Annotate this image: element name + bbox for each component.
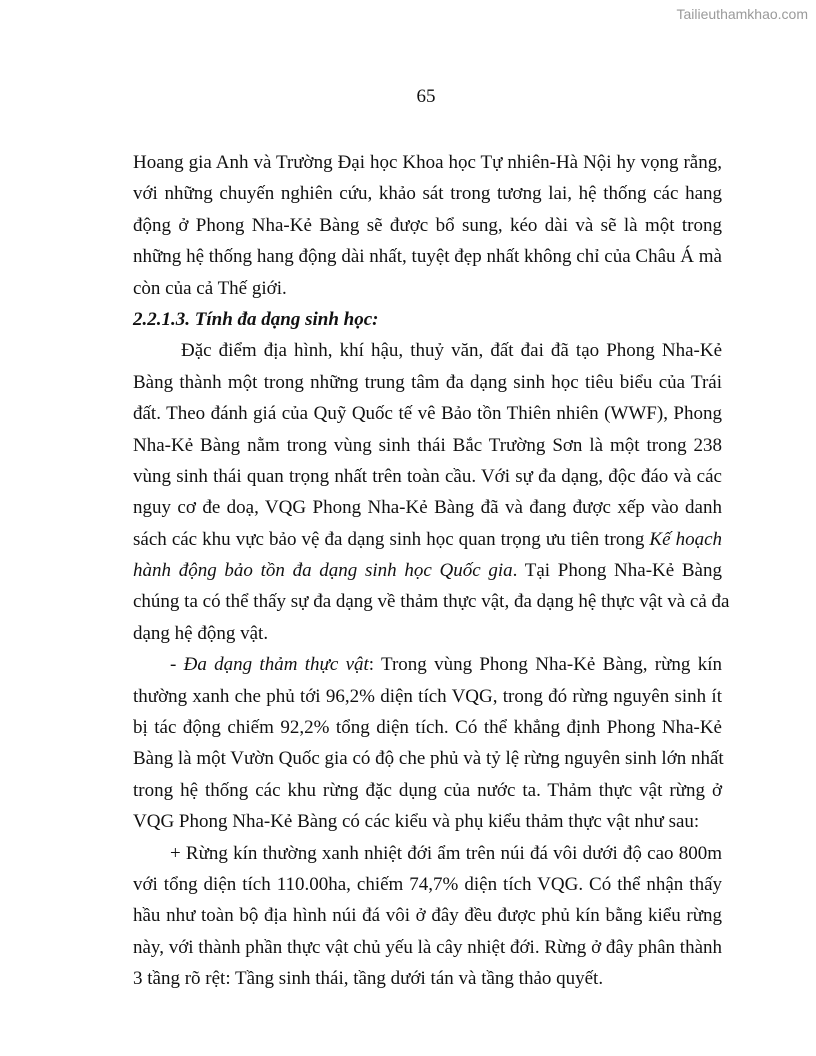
text-segment: thường xanh che phủ tới 96,2% diện tích VQG, trong đó rừng nguyên sinh ít — [133, 685, 722, 707]
text-line — [133, 273, 722, 304]
text-segment: vùng sinh thái quan trọng nhất trên toàn cầu. Với sự đa dạng, độc đáo và các — [133, 465, 722, 487]
text-line — [133, 681, 722, 712]
text-segment: hầu như toàn bộ địa hình núi đá vôi ở đây đều được phủ kín bằng kiểu rừng — [133, 905, 722, 927]
text-line — [133, 210, 722, 241]
text-segment: + Rừng kín thường xanh nhiệt đới ẩm trên núi đá vôi dưới độ cao 800m — [170, 842, 722, 864]
text-line — [133, 869, 722, 900]
text-segment: đất. Theo đánh giá của Quỹ Quốc tế vê Bảo tồn Thiên nhiên (WWF), Phong — [133, 403, 722, 425]
text-segment: với những chuyến nghiên cứu, khảo sát trong tương lai, hệ thống các hang — [133, 183, 722, 205]
text-segment: sách các khu vực bảo vệ đa dạng sinh học quan trọng ưu tiên trong — [133, 528, 650, 550]
text-line — [133, 838, 722, 869]
text-line — [133, 178, 722, 209]
italic-text: hành động bảo tồn đa dạng sinh học Quốc gia — [133, 560, 513, 582]
section-heading — [133, 304, 722, 335]
text-segment: chúng ta có thể thấy sự đa dạng về thảm thực vật, đa dạng hệ thực vật và cả đa — [133, 591, 730, 613]
text-segment: những hệ thống hang động dài nhất, tuyệt đẹp nhất không chỉ của Châu Á mà — [133, 246, 722, 268]
text-segment: 2.2.1.3. Tính đa dạng sinh học: — [133, 308, 379, 330]
text-line — [133, 524, 722, 555]
text-segment: Nha-Kẻ Bàng nằm trong vùng sinh thái Bắc Trường Sơn là một trong 238 — [133, 434, 722, 456]
text-segment: . Tại Phong Nha-Kẻ Bàng — [512, 560, 722, 582]
text-segment: VQG Phong Nha-Kẻ Bàng có các kiểu và phụ kiểu thảm thực vật như sau: — [133, 811, 700, 833]
text-segment: Đặc điểm địa hình, khí hậu, thuỷ văn, đất đai đã tạo Phong Nha-Kẻ — [181, 340, 722, 362]
italic-text: Đa dạng thảm thực vật — [183, 654, 369, 676]
italic-text: Kế hoạch — [649, 528, 723, 550]
text-line — [133, 461, 722, 492]
text-segment: nguy cơ đe doạ, VQG Phong Nha-Kẻ Bàng đã và đang được xếp vào danh — [133, 497, 722, 519]
text-line — [133, 900, 722, 931]
text-line — [133, 806, 722, 837]
text-line — [133, 241, 722, 272]
text-segment: dạng hệ động vật. — [133, 622, 269, 644]
text-segment: với tổng diện tích 110.00ha, chiếm 74,7% diện tích VQG. Có thể nhận thấy — [133, 873, 722, 895]
text-line — [133, 147, 722, 178]
text-segment: : Trong vùng Phong Nha-Kẻ Bàng, rừng kín — [368, 654, 722, 676]
text-line — [133, 367, 722, 398]
text-line — [133, 743, 722, 774]
text-line — [133, 586, 730, 617]
text-line — [133, 649, 722, 680]
text-segment: Bàng là một Vườn Quốc gia có độ che phủ và tỷ lệ rừng nguyên sinh lớn nhất — [133, 748, 724, 770]
text-segment: bị tác động chiếm 92,2% tổng diện tích. Có thể khẳng định Phong Nha-Kẻ — [133, 717, 722, 739]
watermark: Tailieuthamkhao.com — [676, 6, 808, 22]
text-line — [133, 492, 722, 523]
text-line — [133, 775, 722, 806]
text-line — [133, 712, 722, 743]
text-line — [133, 963, 722, 994]
text-segment: Hoang gia Anh và Trường Đại học Khoa học Tự nhiên-Hà Nội hy vọng rằng, — [133, 152, 722, 173]
document-body — [133, 147, 730, 995]
text-segment: 3 tầng rõ rệt: Tầng sinh thái, tầng dưới tán và tầng thảo quyết. — [133, 968, 604, 990]
text-segment: Bàng thành một trong những trung tâm đa dạng sinh học tiêu biểu của Trái — [133, 371, 722, 393]
text-segment: này, với thành phần thực vật chủ yếu là cây nhiệt đới. Rừng ở đây phân thành — [133, 936, 722, 958]
text-segment: còn của cả Thế giới. — [133, 277, 287, 299]
text-segment: trong hệ thống các khu rừng đặc dụng của nước ta. Thảm thực vật rừng ở — [133, 779, 722, 801]
text-line — [133, 335, 722, 366]
text-line — [133, 932, 722, 963]
text-line — [133, 430, 722, 461]
page-number: 65 — [416, 86, 436, 107]
text-segment: - — [170, 654, 184, 676]
text-line — [133, 555, 722, 586]
text-line — [133, 398, 722, 429]
text-segment: động ở Phong Nha-Kẻ Bàng sẽ được bổ sung, kéo dài và sẽ là một trong — [133, 214, 722, 236]
text-line — [133, 618, 722, 649]
